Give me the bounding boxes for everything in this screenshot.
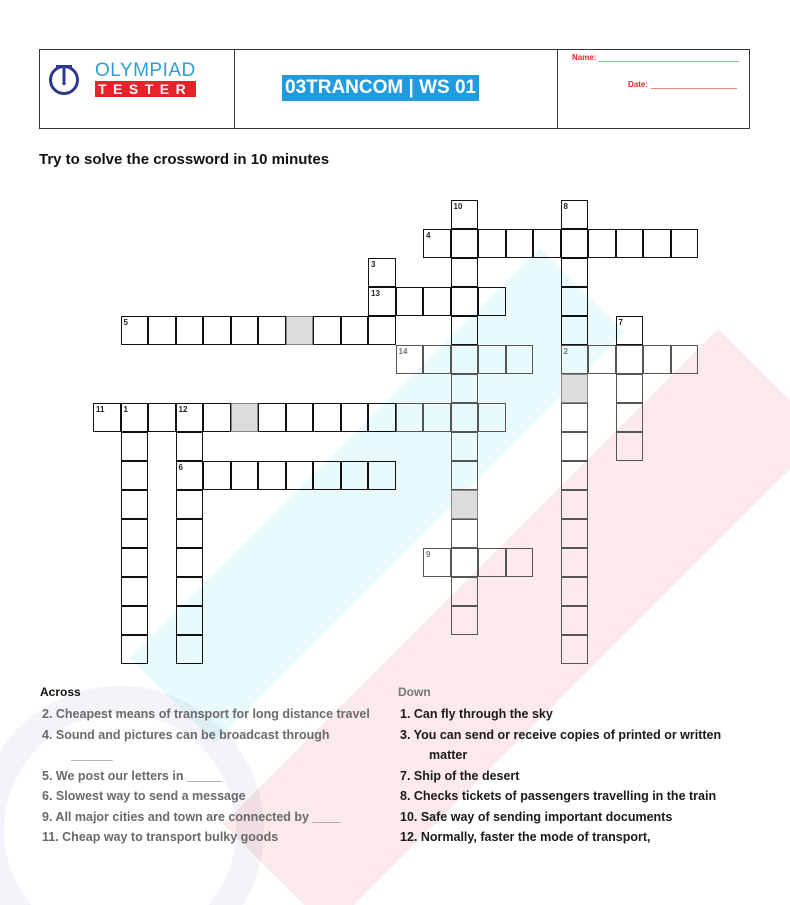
clue-number: 1: [123, 405, 128, 414]
crossword-cell[interactable]: [561, 316, 589, 345]
crossword-cell[interactable]: [643, 229, 671, 258]
crossword-cell[interactable]: [176, 548, 204, 577]
crossword-cell[interactable]: [231, 461, 259, 490]
clue-number: 12: [178, 405, 188, 414]
crossword-cell[interactable]: [451, 403, 479, 432]
down-clues: [398, 685, 758, 848]
crossword-cell[interactable]: [423, 403, 451, 432]
logo-text-tester: TESTER: [95, 81, 196, 97]
crossword-cell[interactable]: [561, 287, 589, 316]
clue-across-11: 11. Cheap way to transport bulky goods: [42, 830, 279, 844]
down-heading: Down: [398, 685, 431, 699]
crossword-cell[interactable]: [368, 287, 396, 316]
crossword-cell[interactable]: [258, 461, 286, 490]
crossword-cell[interactable]: [423, 345, 451, 374]
crossword-cell[interactable]: [121, 461, 149, 490]
crossword-cell[interactable]: [121, 548, 149, 577]
worksheet-header: [39, 49, 750, 129]
clue-number: 9: [426, 550, 431, 559]
crossword-cell[interactable]: [451, 200, 479, 229]
logo-text-olympiad: OLYMPIAD: [95, 60, 196, 81]
crossword-cell[interactable]: [561, 548, 589, 577]
crossword-gap-cell: [561, 374, 589, 403]
crossword-cell[interactable]: [121, 432, 149, 461]
crossword-cell[interactable]: [341, 461, 369, 490]
crossword-cell[interactable]: [561, 345, 589, 374]
clue-across-5: 5. We post our letters in _____: [42, 768, 222, 783]
crossword-cell[interactable]: [176, 316, 204, 345]
crossword-cell[interactable]: [451, 519, 479, 548]
crossword-cell[interactable]: [643, 345, 671, 374]
crossword-cell[interactable]: [616, 403, 644, 432]
clue-across-4: 4. Sound and pictures can be broadcast through ______: [42, 727, 330, 762]
crossword-gap-cell: [231, 403, 259, 432]
crossword-cell[interactable]: [478, 345, 506, 374]
crossword-cell[interactable]: [148, 316, 176, 345]
clue-across-2: 2. Cheapest means of transport for long distance travel: [42, 707, 370, 721]
clue-across-6: 6. Slowest way to send a message: [42, 789, 246, 803]
crossword-cell[interactable]: [451, 316, 479, 345]
crossword-cell[interactable]: [561, 519, 589, 548]
crossword-cell[interactable]: [286, 461, 314, 490]
crossword-cell[interactable]: [451, 577, 479, 606]
crossword-cell[interactable]: [451, 374, 479, 403]
crossword-cell[interactable]: [368, 403, 396, 432]
crossword-cell[interactable]: [561, 490, 589, 519]
clue-number: 4: [426, 231, 431, 240]
name-field[interactable]: [572, 53, 739, 62]
crossword-cell[interactable]: [478, 403, 506, 432]
crossword-cell[interactable]: [451, 548, 479, 577]
crossword-cell[interactable]: [313, 403, 341, 432]
crossword-cell[interactable]: [423, 229, 451, 258]
clue-down-8: 8. Checks tickets of passengers travelling in the train: [400, 789, 717, 803]
crossword-cell[interactable]: [396, 403, 424, 432]
crossword-cell[interactable]: [121, 519, 149, 548]
clue-number: 2: [563, 347, 568, 356]
crossword-cell[interactable]: [121, 577, 149, 606]
crossword-cell[interactable]: [451, 258, 479, 287]
crossword-cell[interactable]: [616, 316, 644, 345]
crossword-cell[interactable]: [561, 635, 589, 664]
date-label: Date:: [628, 80, 649, 89]
crossword-cell[interactable]: [121, 635, 149, 664]
clue-number: 10: [453, 202, 463, 211]
crossword-cell[interactable]: [258, 316, 286, 345]
crossword-cell[interactable]: [286, 403, 314, 432]
crossword-cell[interactable]: [176, 606, 204, 635]
crossword-cell[interactable]: [258, 403, 286, 432]
clue-number: 14: [398, 347, 408, 356]
crossword-cell[interactable]: [451, 287, 479, 316]
crossword-cell[interactable]: [588, 229, 616, 258]
crossword-cell[interactable]: [176, 461, 204, 490]
clue-down-7: 7. Ship of the desert: [400, 768, 520, 783]
crossword-cell[interactable]: [121, 490, 149, 519]
crossword-cell[interactable]: [176, 490, 204, 519]
crossword-cell[interactable]: [478, 548, 506, 577]
crossword-cell[interactable]: [506, 548, 534, 577]
clue-down-1: 1. Can fly through the sky: [400, 707, 553, 721]
date-line[interactable]: [651, 88, 737, 89]
crossword-cell[interactable]: [396, 345, 424, 374]
crossword-cell[interactable]: [561, 577, 589, 606]
logo-cell: [40, 50, 235, 128]
crossword-cell[interactable]: [506, 345, 534, 374]
crossword-gap-cell: [451, 490, 479, 519]
olympiad-logo-icon: [48, 63, 80, 95]
meta-cell: [558, 50, 749, 128]
crossword-cell[interactable]: [176, 519, 204, 548]
crossword-cell[interactable]: [176, 635, 204, 664]
crossword-cell[interactable]: [671, 229, 699, 258]
clue-number: 13: [371, 289, 380, 298]
name-line[interactable]: [599, 61, 739, 62]
title-cell: [235, 50, 558, 128]
crossword-cell[interactable]: [368, 258, 396, 287]
crossword-cell[interactable]: [368, 316, 396, 345]
crossword-cell[interactable]: [561, 403, 589, 432]
across-heading: Across: [40, 685, 81, 699]
across-clues: [40, 685, 370, 848]
crossword-cell[interactable]: [313, 316, 341, 345]
name-label: Name:: [572, 53, 597, 62]
crossword-cell[interactable]: [203, 316, 231, 345]
crossword-cell[interactable]: [368, 461, 396, 490]
crossword-cell[interactable]: [396, 287, 424, 316]
clue-across-9: 9. All major cities and town are connected by ____: [42, 809, 341, 824]
clue-number: 11: [96, 405, 105, 414]
clue-down-10: 10. Safe way of sending important documents: [400, 809, 673, 824]
crossword-cell[interactable]: [533, 229, 561, 258]
crossword-cell[interactable]: [121, 316, 149, 345]
crossword-cell[interactable]: [451, 461, 479, 490]
crossword-cell[interactable]: [561, 200, 589, 229]
crossword-cell[interactable]: [451, 345, 479, 374]
crossword-cell[interactable]: [478, 229, 506, 258]
crossword-cell[interactable]: [451, 606, 479, 635]
worksheet-title: 03TRANCOM | WS 01: [282, 75, 479, 101]
crossword-cell[interactable]: [671, 345, 699, 374]
crossword-cell[interactable]: [203, 461, 231, 490]
crossword-cell[interactable]: [176, 577, 204, 606]
crossword-cell[interactable]: [616, 374, 644, 403]
crossword-cell[interactable]: [478, 287, 506, 316]
crossword-cell[interactable]: [451, 229, 479, 258]
instruction-text: Try to solve the crossword in 10 minutes: [39, 151, 330, 168]
crossword-cell[interactable]: [341, 403, 369, 432]
crossword-cell[interactable]: [506, 229, 534, 258]
crossword-cell[interactable]: [203, 403, 231, 432]
clue-number: 7: [618, 318, 623, 327]
clue-number: 8: [563, 202, 568, 211]
crossword-cell[interactable]: [176, 432, 204, 461]
crossword-cell[interactable]: [176, 403, 204, 432]
crossword-cell[interactable]: [313, 461, 341, 490]
crossword-cell[interactable]: [423, 287, 451, 316]
clue-number: 5: [123, 318, 128, 327]
date-field[interactable]: [628, 80, 737, 89]
crossword-cell[interactable]: [231, 316, 259, 345]
clue-number: 6: [178, 463, 183, 472]
crossword-cell[interactable]: [616, 345, 644, 374]
clue-number: 3: [371, 260, 376, 269]
crossword-cell[interactable]: [561, 606, 589, 635]
crossword-cell[interactable]: [561, 461, 589, 490]
clue-down-12: 12. Normally, faster the mode of transport,: [400, 830, 651, 844]
crossword-cell[interactable]: [423, 548, 451, 577]
crossword-cell[interactable]: [148, 403, 176, 432]
crossword-cell[interactable]: [616, 432, 644, 461]
crossword-cell[interactable]: [121, 606, 149, 635]
crossword-cell[interactable]: [121, 403, 149, 432]
crossword-cell[interactable]: [561, 258, 589, 287]
crossword-cell[interactable]: [616, 229, 644, 258]
crossword-cell[interactable]: [451, 432, 479, 461]
crossword-cell[interactable]: [561, 229, 589, 258]
crossword-cell[interactable]: [93, 403, 121, 432]
crossword-gap-cell: [286, 316, 314, 345]
crossword-cell[interactable]: [341, 316, 369, 345]
crossword-cell[interactable]: [588, 345, 616, 374]
crossword-cell[interactable]: [561, 432, 589, 461]
clue-down-3: 3. You can send or receive copies of printed or written matter: [400, 727, 722, 762]
